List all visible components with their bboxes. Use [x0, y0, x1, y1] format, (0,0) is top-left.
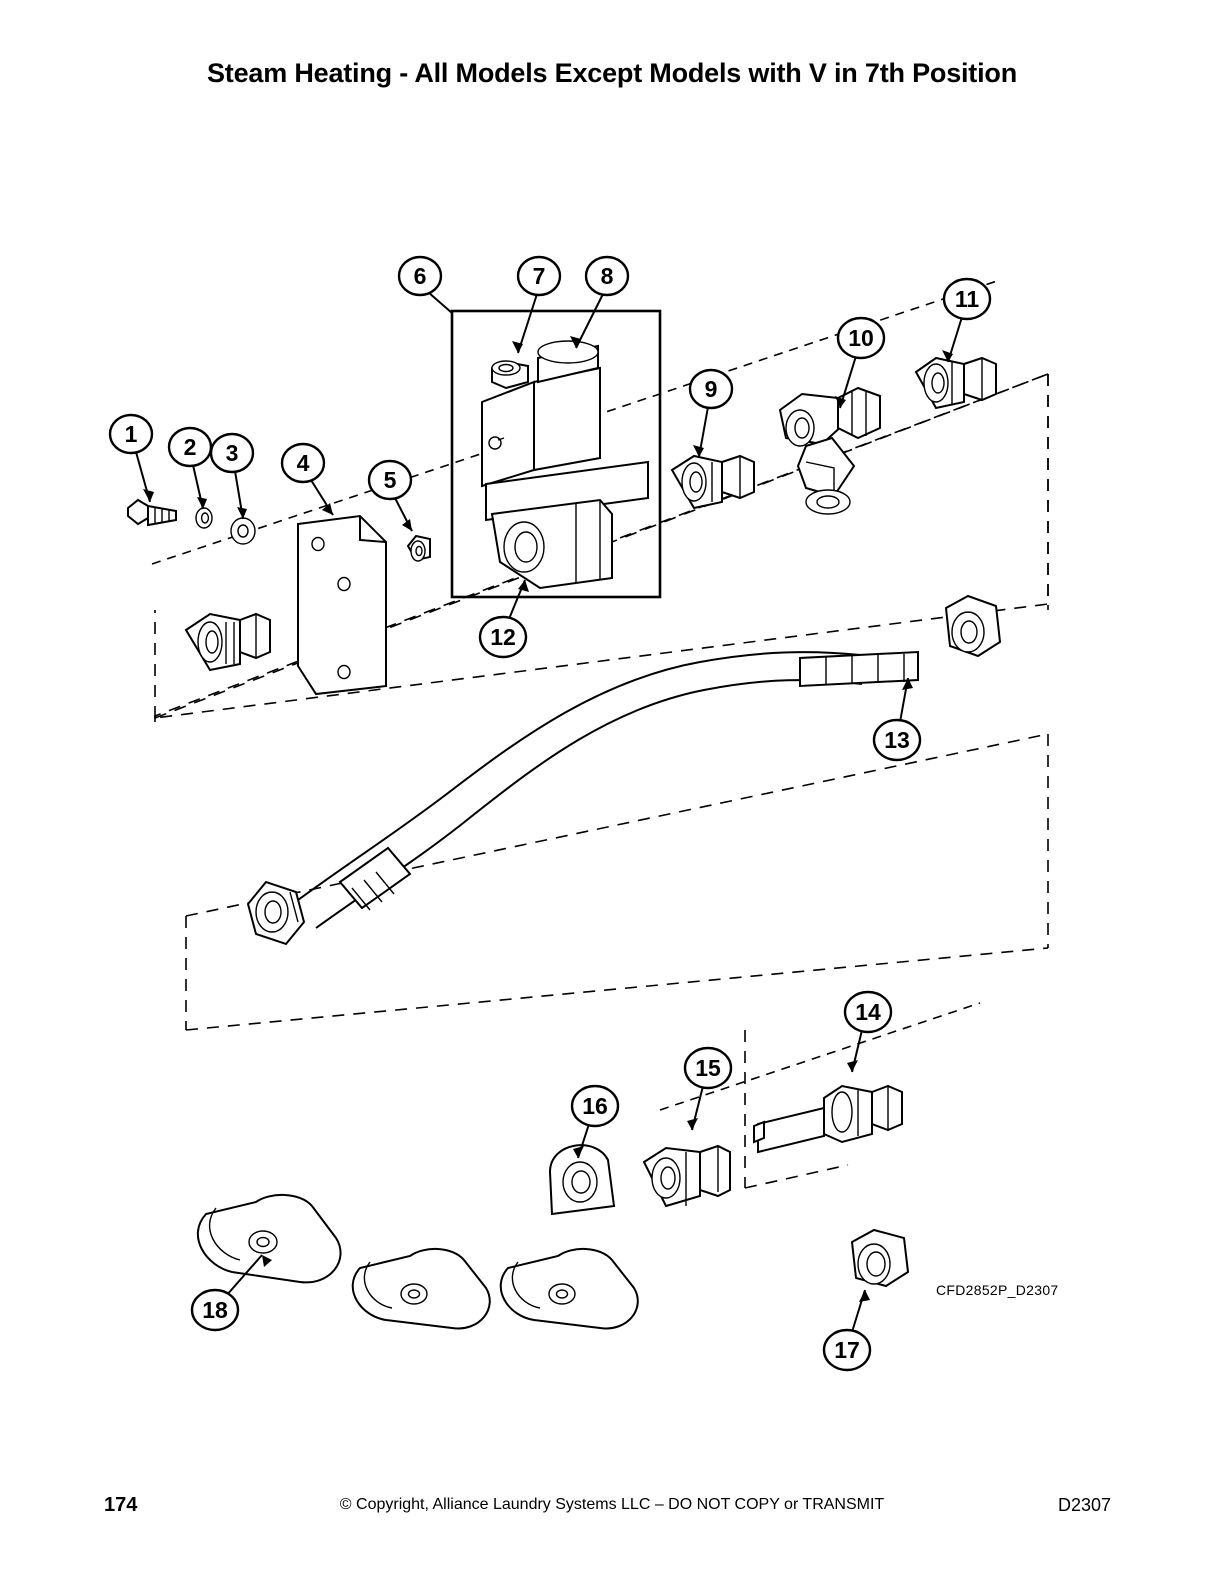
callout-8-label: 8	[600, 263, 614, 289]
part-18-oval-cover-3	[501, 1249, 638, 1329]
callout-5[interactable]	[369, 461, 411, 499]
callout-11-label: 11	[954, 286, 980, 312]
callout-11[interactable]	[944, 279, 990, 319]
part-9-adapter	[672, 456, 754, 508]
callout-2[interactable]	[169, 428, 211, 466]
callout-13-label: 13	[884, 727, 910, 753]
callout-3-label: 3	[225, 440, 239, 466]
callout-14-label: 14	[855, 999, 881, 1025]
part-10-y-strainer	[780, 388, 880, 514]
callout-13[interactable]	[874, 720, 920, 760]
callout-7[interactable]	[518, 257, 560, 295]
callout-4[interactable]	[282, 444, 324, 482]
callout-17-label: 17	[834, 1337, 860, 1363]
callout-12[interactable]	[480, 617, 526, 657]
callout-16[interactable]	[572, 1086, 618, 1126]
part-1-bolt	[128, 500, 176, 525]
callout-17[interactable]	[824, 1330, 870, 1370]
part-16-gasket	[550, 1145, 614, 1214]
callout-5-label: 5	[383, 467, 397, 493]
callout-18-label: 18	[202, 1297, 228, 1323]
callout-9[interactable]	[690, 370, 732, 408]
part-15-coupling	[644, 1146, 730, 1206]
part-14-nipple	[754, 1086, 902, 1152]
callout-1-label: 1	[124, 421, 138, 447]
part-2-lock-washer	[196, 508, 212, 528]
callout-12-label: 12	[490, 624, 516, 650]
part-18-oval-cover-1	[198, 1195, 341, 1282]
hose-region-2	[186, 734, 1048, 1030]
part-12-steam-valve	[482, 341, 648, 588]
callout-6-label: 6	[413, 263, 427, 289]
callout-14[interactable]	[845, 992, 891, 1032]
part-4-mounting-bracket	[298, 516, 386, 694]
steam-heating-exploded-diagram	[0, 110, 1224, 1363]
page-title: Steam Heating - All Models Except Models with V in 7th Position	[206, 58, 1017, 88]
callout-15-label: 15	[695, 1055, 721, 1081]
callout-4-label: 4	[296, 450, 310, 476]
callout-8[interactable]	[586, 257, 628, 295]
footer-page-number: 174	[104, 1494, 138, 1516]
part-5-bushing	[408, 536, 430, 561]
diagram-area	[0, 110, 1224, 1363]
callout-15[interactable]	[685, 1048, 731, 1088]
part-7-coil-nut	[492, 361, 528, 388]
callout-6[interactable]	[399, 257, 441, 295]
part-union-left	[186, 614, 270, 670]
callout-16-label: 16	[582, 1093, 608, 1119]
callout-9-label: 9	[704, 376, 718, 402]
callout-3[interactable]	[211, 434, 253, 472]
callout-10-label: 10	[848, 325, 874, 351]
footer-copyright: © Copyright, Alliance Laundry Systems LLC – DO NOT COPY or TRANSMIT	[339, 1496, 885, 1513]
part-17-hex-fitting	[852, 1230, 908, 1286]
callout-1[interactable]	[110, 415, 152, 453]
footer-document-code: D2307	[1058, 1495, 1112, 1515]
callout-7-label: 7	[532, 263, 546, 289]
callout-2-label: 2	[183, 434, 197, 460]
part-11-union	[916, 358, 996, 408]
callout-18[interactable]	[192, 1290, 238, 1330]
part-18-oval-cover-2	[353, 1249, 490, 1329]
callout-10[interactable]	[838, 318, 884, 358]
drawing-code: CFD2852P_D2307	[936, 1282, 1059, 1298]
part-3-flat-washer	[231, 518, 255, 544]
